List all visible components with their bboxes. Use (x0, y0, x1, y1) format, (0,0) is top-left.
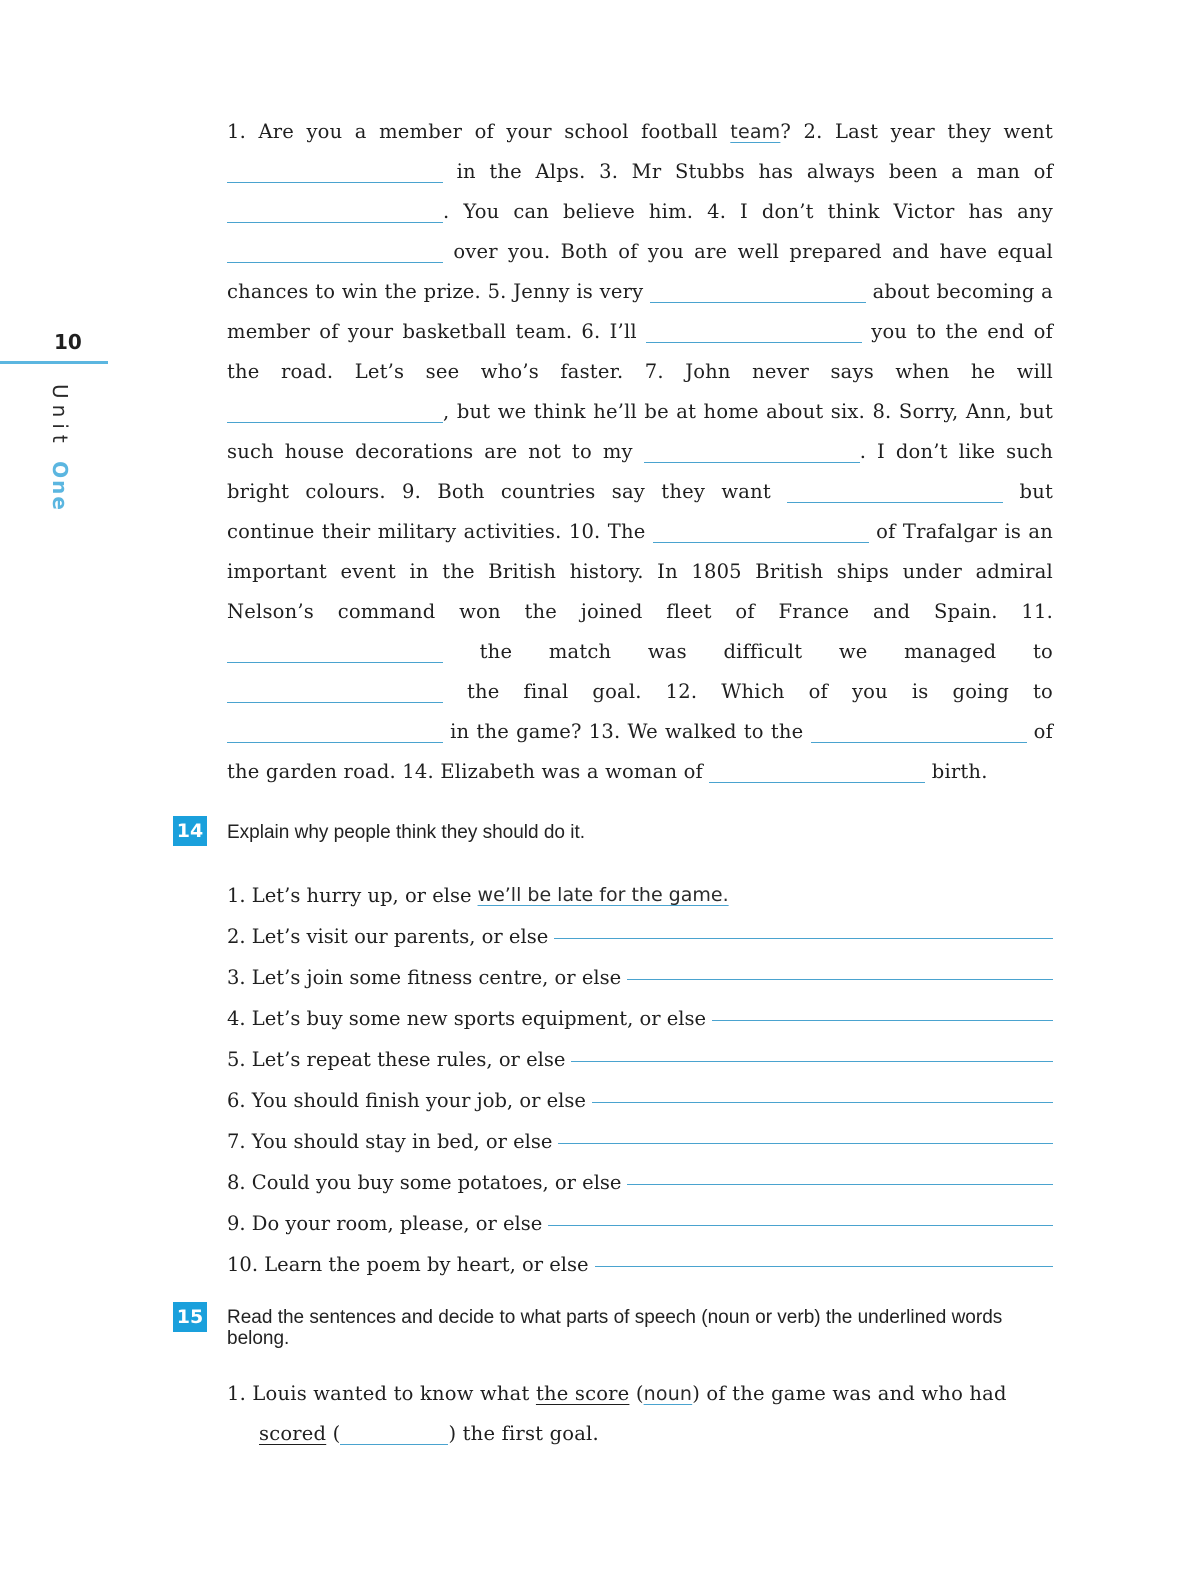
text-13: the final goal. 12. Which of you is going to (443, 680, 1053, 703)
answer-text: we’ll be late for the game. (477, 884, 729, 906)
exercise-15-number: 15 (173, 1302, 207, 1332)
exercise-15-line-1 (227, 1374, 1053, 1414)
answer-line[interactable] (627, 979, 1053, 980)
blank-5[interactable] (646, 320, 862, 343)
text-9: . I don’t like such bright colours. 9. Both countries say they want (227, 440, 1053, 503)
list-item (227, 907, 1053, 948)
blank-8[interactable] (787, 480, 1003, 503)
answer-team: team (730, 121, 781, 143)
exercise-14-list (227, 866, 1053, 1276)
item-text: 7. You should stay in bed, or else (227, 1130, 553, 1153)
s1-text-b: of the game was and who had (700, 1382, 1007, 1405)
text-8: , but we think he’ll be at home about six. 8. Sorry, Ann, but such house decorations are not to my (227, 400, 1053, 463)
unit-label (48, 384, 72, 512)
item-text: 4. Let’s buy some new sports equipment, or else (227, 1007, 707, 1030)
paren-open: ( (635, 1382, 644, 1405)
item-text: 9. Do your room, please, or else (227, 1212, 543, 1235)
paren-close: ) (692, 1382, 700, 1405)
answer-line[interactable] (558, 1143, 1053, 1144)
list-item (227, 1153, 1053, 1194)
side-rule (0, 361, 108, 364)
exercise-13 (227, 112, 1053, 792)
blank-14[interactable] (709, 760, 925, 783)
exercise-15-instruction: Read the sentences and decide to what parts of speech (noun or verb) the underlined words belong. (227, 1307, 1003, 1349)
underlined-scored: scored (259, 1422, 327, 1445)
page-number: 10 (54, 330, 82, 354)
s1-text-a: 1. Louis wanted to know what (227, 1382, 530, 1405)
blank-4[interactable] (650, 280, 866, 303)
exercise-13-text (227, 112, 1053, 792)
text-10: but continue their military activities. 10. The (227, 480, 1053, 543)
exercise-15-sentence (227, 1374, 1053, 1454)
item-text: 10. Learn the poem by heart, or else (227, 1253, 589, 1276)
text-1: 1. Are you a member of your school football (227, 120, 718, 143)
answer-line[interactable] (554, 938, 1053, 939)
answer-line[interactable] (627, 1184, 1053, 1185)
item-text: 8. Could you buy some potatoes, or else (227, 1171, 622, 1194)
text-11: of Trafalgar is an important event in the British history. In 1805 British ships under admiral Nelson’s command won the joined fleet of France and Spain. 11. (227, 520, 1054, 623)
list-item (227, 1112, 1053, 1153)
answer-line[interactable] (595, 1266, 1053, 1267)
blank-9[interactable] (653, 520, 869, 543)
answer-line[interactable] (548, 1225, 1053, 1226)
text-15: of the garden road. 14. Elizabeth was a woman of (227, 720, 1053, 783)
list-item (227, 1235, 1053, 1276)
list-item (227, 989, 1053, 1030)
text-7: you to the end of the road. Let’s see who’s faster. 7. John never says when he will (227, 320, 1053, 383)
answer-noun: noun (643, 1383, 693, 1405)
text-6: about becoming a member of your basketball team. 6. I’ll (227, 280, 1053, 343)
item-text: 1. Let’s hurry up, or else (227, 884, 472, 907)
exercise-14-instruction: Explain why people think they should do it. (227, 822, 586, 843)
blank-10[interactable] (227, 640, 443, 663)
item-text: 3. Let’s join some fitness centre, or else (227, 966, 622, 989)
s1-text-d: ) the first goal. (448, 1422, 599, 1445)
s1-text-c: ( (326, 1422, 341, 1445)
item-text: 6. You should finish your job, or else (227, 1089, 586, 1112)
list-item (227, 1030, 1053, 1071)
answer-line[interactable] (712, 1020, 1053, 1021)
list-item (227, 1071, 1053, 1112)
text-4: . You can believe him. 4. I don’t think Victor has any (443, 200, 1053, 223)
answer-line[interactable] (571, 1061, 1053, 1062)
text-2: ? 2. Last year they went (780, 120, 1053, 143)
unit-number: One (48, 461, 72, 512)
list-item (227, 1194, 1053, 1235)
blank-6[interactable] (227, 400, 443, 423)
text-3: in the Alps. 3. Mr Stubbs has always been a man of (443, 160, 1053, 183)
blank-7[interactable] (644, 440, 860, 463)
text-14: in the game? 13. We walked to the (443, 720, 804, 743)
text-12: the match was difficult we managed to (443, 640, 1053, 663)
item-text: 2. Let’s visit our parents, or else (227, 925, 549, 948)
list-item (227, 948, 1053, 989)
exercise-14-number: 14 (173, 816, 207, 846)
blank-3[interactable] (227, 240, 443, 263)
underlined-the-score: the score (535, 1382, 630, 1405)
blank-2[interactable] (227, 200, 443, 223)
text-5: over you. Both of you are well prepared and have equal chances to win the prize. 5. Jenny is very (227, 240, 1053, 303)
blank-11[interactable] (227, 680, 443, 703)
blank-1[interactable] (227, 160, 443, 183)
list-item (227, 866, 1053, 907)
item-text: 5. Let’s repeat these rules, or else (227, 1048, 566, 1071)
answer-line[interactable] (592, 1102, 1053, 1103)
text-16: birth. (925, 760, 988, 783)
blank-13[interactable] (811, 720, 1027, 743)
exercise-15-line-2 (227, 1414, 1053, 1454)
blank-scored[interactable] (340, 1422, 448, 1445)
unit-word: Unit (48, 384, 72, 449)
blank-12[interactable] (227, 720, 443, 743)
